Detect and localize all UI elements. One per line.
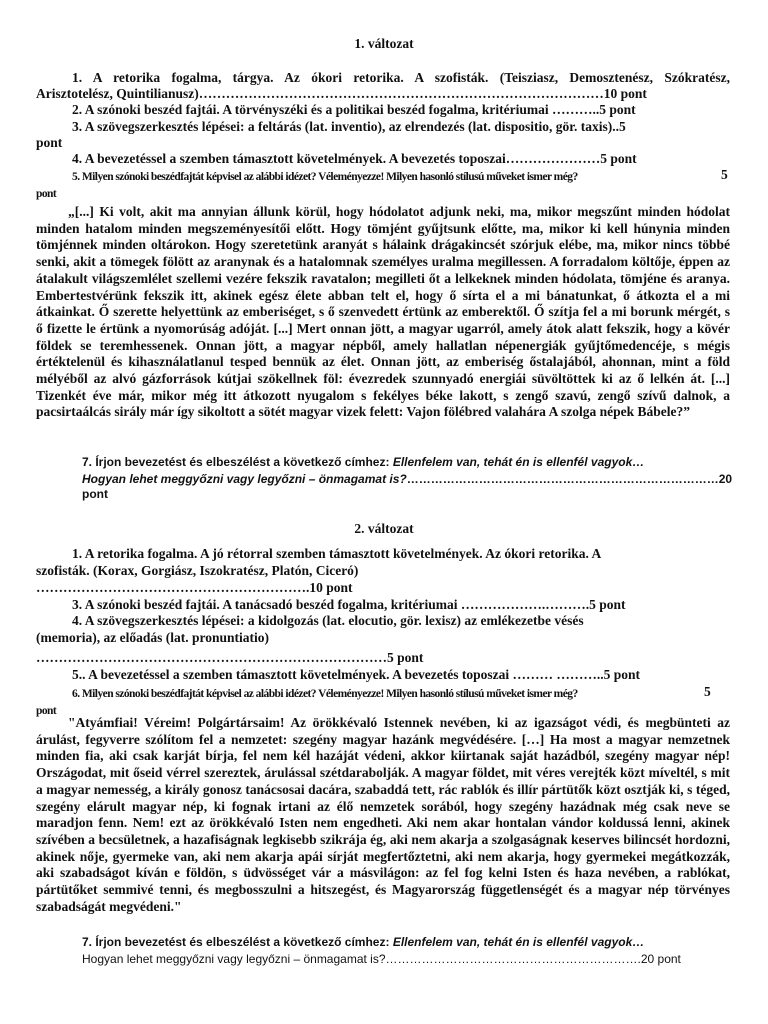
v1-question-7-prompt: 7. Írjon bevezetést és elbeszélést a következő címhez: bbox=[82, 455, 390, 469]
v2-question-7-dots: ……………………………………………………….20 pont bbox=[385, 952, 681, 966]
v2-question-3: 3. A szónoki beszéd fajtái. A tanácsadó beszéd fogalma, kritériumai ……………….……….5 pont bbox=[72, 597, 626, 612]
v2-question-6-line-1: 6. Milyen szónoki beszédfajtát képvisel az alábbi idézet? Véleményezze! Milyen hasonló stílusú műveket ismer még? bbox=[72, 688, 578, 700]
v1-question-3-line-1: 3. A szövegszerkesztés lépései: a feltárás (lat. inventio), az elrendezés (lat. dispositio, gör. taxis)..5 bbox=[72, 119, 626, 134]
v2-question-1-line-1: 1. A retorika fogalma. A jó rétorral szemben támasztott követelmények. Az ókori retorika. A bbox=[72, 546, 602, 561]
v1-question-5-line-1: 5. Milyen szónoki beszédfajtát képvisel az alábbi idézet? Véleményezze! Milyen hasonló stílusú műveket ismer még? bbox=[72, 171, 578, 183]
v2-question-7-line-2 bbox=[82, 952, 681, 966]
v2-question-7-subtitle: Hogyan lehet meggyőzni vagy legyőzni – önmagamat is? bbox=[82, 952, 386, 966]
v2-question-7-title: Ellenfelem van, tehát én is ellenfél vagyok… bbox=[392, 935, 645, 949]
v1-question-7-line-3: pont bbox=[82, 487, 108, 501]
v2-question-5: 5.. A bevezetéssel a szemben támasztott követelmények. A bevezetés toposzai ……… ………..5 pont bbox=[72, 667, 641, 682]
v2-question-1-line-2: szofisták. (Korax, Gorgiász, Iszokratész, Platón, Ciceró) bbox=[36, 563, 359, 578]
v1-question-1-line-2: Arisztotelész, Quintilianusz)………………………………………………………………………………10 pont bbox=[36, 86, 647, 101]
v2-quote-paragraph: "Atyámfiai! Véreim! Polgártársaim! Az örökkévaló Istennek nevében, ki az igazságot védi, és megbünteti az árulást, fegyverre szólítom fel a nemzetet: szegény magyar hazánk megvédésére. […] Ha most a magyar nemzetnek minden fia, aki csak karját bírja, fel nem kél hazáját védeni, akkor kiirtanak saját hazádból, szegény magyar nép! Országodat, mit őseid vérrel szereztek, árulással szétdarabolják. A magyar földet, mit véres verejték közt míveltél, s mit a magyar nemesség, a király gonosz tanácsosai dacára, szabaddá tett, rác rablók és illír pártütők közt osztják ki, s téged, szegény elárult magyar nép, ki fognak irtani az élő nemzetek sorából, hogy szegény hazádnak még csak neve se maradjon fenn. Nem! ezt az örökkévaló Isten nem engedheti. Aki nem akar hontalan vándor koldussá lenni, akinek szívében a becsületnek, a hazafiságnak legkisebb szikrája ég, aki nem akarja a szolgaságnak keserves bilincsét hordozni, akinek nője, gyermeke van, aki nem akarja apái sírját megfertőztetni, aki nem akarja, hogy gyermekei megátkozzák, aki szabadságot kíván e földön, s üdvösséget vár a másvilágon: az fel fog kelni Isten és haza nevében, a rablókat, pártütőket semmivé tenni, és megbosszulni a hitszegést, és Magyarország függetlenségét és a magyar nép törvényes szabadságát megvédeni." bbox=[36, 715, 730, 914]
v1-question-7-line-2 bbox=[82, 472, 732, 486]
v2-question-7-prompt: 7. Írjon bevezetést és elbeszélést a következő címhez: bbox=[82, 935, 390, 949]
v1-question-3-line-2: pont bbox=[36, 135, 63, 150]
v1-question-5-points: 5 bbox=[721, 167, 728, 182]
v2-question-7-line-1 bbox=[82, 935, 644, 949]
v2-question-4-line-1: 4. A szövegszerkesztés lépései: a kidolgozás (lat. elocutio, gör. lexisz) az emlékezetbe vésés bbox=[72, 613, 584, 628]
v1-question-2: 2. A szónoki beszéd fajtái. A törvényszéki és a politikai beszéd fogalma, kritériumai ………..5 pont bbox=[72, 102, 636, 117]
v2-question-6-points: 5 bbox=[704, 684, 711, 699]
v1-question-7-dots: ……………………………………………………………………20 bbox=[406, 472, 733, 486]
v1-question-4: 4. A bevezetéssel a szemben támasztott követelmények. A bevezetés toposzai…………………5 pont bbox=[72, 151, 637, 166]
v2-question-6-line-2: pont bbox=[36, 705, 57, 717]
v1-quote-paragraph: „[...] Ki volt, akit ma annyian állunk körül, hogy hódolatot adjunk neki, ma, mikor megszűnt minden hódolat minden hatalom minden megszeményesítői előtt. Hogy tömjént gyűjtsunk előtte, ma, mikor ki kell húnynia minden tömjénnek minden oltárokon. Hogy szeretetünk aranyát s hálaink drágakincsét szórjuk elébe, ma, mikor nincs többé senki, akit a tömegek fölött az aranynak és a hatalomnak személyes uralma megillessen. A forradalom költője, éppen az átalakult világszemlélet szellemi vezére fekszik ravatalon; megilleti őt a lelkeknek minden hódolata, tömjéne és aranya. Embertestvérünk fekszik itt, akinek egész élete abban telt el, hogy ő sírta el a mi bánatunkat, ő átkozta el a mi átkainkat. Ő szerette helyettünk az emberiséget, s ő szenvedett értünk az emberektől. Ő szítja fel a mi borunk mérgét, s ő fizette le értünk a nyomorúság adóját. [...] Mert onnan jött, a magyar ugarról, amely átok alatt fekszik, hogy a kövér földek se teremhessenek. Onnan jött, a magyar népből, amely hallatlan népenergiák gyűjtőmedencéje, s mégis értéktelenül és kihasználatlanul tesped bennük az élet. Onnan jött, az emberiség őstalajából, ahonnan, mint a föld mélyéből az alvó gázforrások kútjai szökellnek föl: évezredek szunnyadó energiái süvöltöttek ki az ő lelkén át. [...] Tizenkét éve már, mikor még itt átkozott nyugalom s fekélyes béke lakott, s zengő szavú, zengő szívű dalnok, a pacsirtaálcás sirály már így sikoltott a sötét magyar vizek felett: Vajon fölébred valahára A szolga népek Bábele?” bbox=[36, 204, 730, 420]
v1-question-7-subtitle: Hogyan lehet meggyőzni vagy legyőzni – önmagamat is? bbox=[82, 472, 407, 486]
variant-1-title: 1. változat bbox=[354, 36, 414, 51]
v2-question-4-line-3: ……………………………………………………………………5 pont bbox=[36, 650, 424, 665]
v1-question-7-title: Ellenfelem van, tehát én is ellenfél vagyok… bbox=[392, 455, 645, 469]
v1-question-1-line-1: 1. A retorika fogalma, tárgya. Az ókori retorika. A szofisták. (Teisziasz, Demosztenész, Szókratész, bbox=[72, 70, 730, 85]
v1-question-5-line-2: pont bbox=[36, 188, 57, 200]
v1-question-7-line-1 bbox=[82, 455, 644, 469]
variant-2-title: 2. változat bbox=[354, 521, 414, 536]
v2-question-4-line-2: (memoria), az előadás (lat. pronuntiatio) bbox=[36, 630, 269, 645]
v2-question-1-line-3: …………………………………………………….10 pont bbox=[36, 580, 353, 595]
